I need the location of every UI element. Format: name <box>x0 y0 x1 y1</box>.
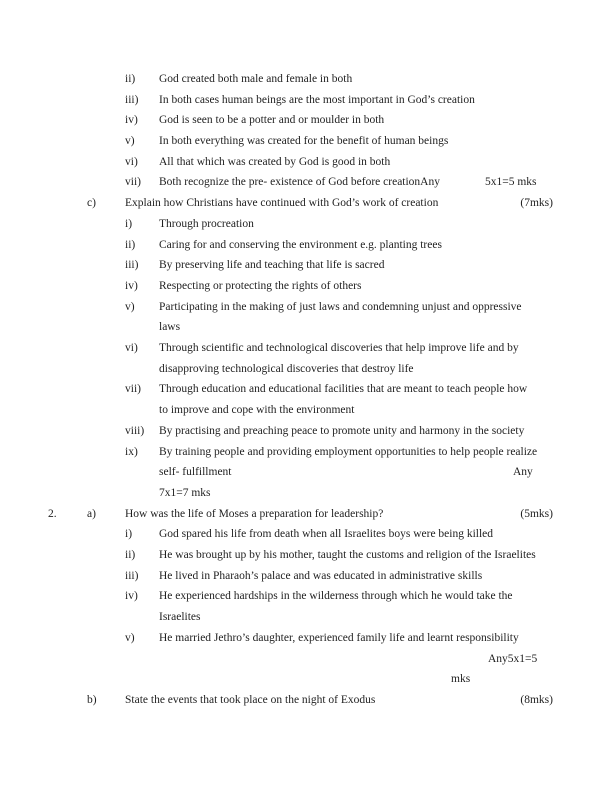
answer-line <box>0 545 612 566</box>
marks-label: (7mks) <box>520 197 553 209</box>
item-text: He was brought up by his mother, taught the customs and religion of the Israelites <box>159 549 536 561</box>
answer-line <box>0 421 612 442</box>
item-text: He married Jethro’s daughter, experienced family life and learnt responsibility <box>159 632 519 644</box>
item-numeral: v) <box>125 301 135 313</box>
marks-tally: Any5x1=5 <box>488 653 538 665</box>
item-numeral: i) <box>125 528 133 540</box>
question-letter: c) <box>87 197 96 209</box>
item-numeral: vi) <box>125 342 138 354</box>
marks-tally: mks <box>451 673 471 685</box>
item-numeral: ii) <box>125 239 136 251</box>
answer-line <box>0 255 612 276</box>
question-letter: a) <box>87 508 96 520</box>
answer-line <box>0 359 612 380</box>
answer-line <box>0 379 612 400</box>
marks-label: (8mks) <box>520 694 553 706</box>
answer-line <box>0 131 612 152</box>
item-numeral: iv) <box>125 590 138 602</box>
answer-line <box>0 628 612 649</box>
question-text: Explain how Christians have continued with God’s work of creation <box>125 197 439 209</box>
question-line <box>0 504 612 525</box>
item-text: He lived in Pharaoh’s palace and was educated in administrative skills <box>159 570 483 582</box>
item-numeral: viii) <box>125 425 145 437</box>
item-text: In both cases human beings are the most important in God’s creation <box>159 94 475 106</box>
answer-line <box>0 566 612 587</box>
answer-line <box>0 338 612 359</box>
answer-line <box>0 586 612 607</box>
answer-line <box>0 442 612 463</box>
continuation-text: Israelites <box>159 611 201 623</box>
answer-line <box>0 462 612 483</box>
question-line <box>0 193 612 214</box>
item-text: He experienced hardships in the wilderness through which he would take the <box>159 590 513 602</box>
item-numeral: v) <box>125 632 135 644</box>
answer-line <box>0 297 612 318</box>
item-text: Through scientific and technological discoveries that help improve life and by <box>159 342 519 354</box>
item-text: Caring for and conserving the environment e.g. planting trees <box>159 239 442 251</box>
answer-line <box>0 172 612 193</box>
item-numeral: iii) <box>125 94 139 106</box>
answer-line <box>0 110 612 131</box>
item-numeral: iv) <box>125 114 138 126</box>
continuation-text: to improve and cope with the environment <box>159 404 355 416</box>
marks-tally: 7x1=7 mks <box>159 487 211 499</box>
item-text: By preserving life and teaching that life is sacred <box>159 259 385 271</box>
answer-line <box>0 69 612 90</box>
answer-line <box>0 400 612 421</box>
item-text: God is seen to be a potter and or moulder in both <box>159 114 385 126</box>
item-text: By practising and preaching peace to promote unity and harmony in the society <box>159 425 525 437</box>
item-numeral: vii) <box>125 383 141 395</box>
any-label: Any <box>513 466 533 478</box>
item-text: Respecting or protecting the rights of others <box>159 280 362 292</box>
answer-line <box>0 649 612 670</box>
item-numeral: vii) <box>125 176 141 188</box>
item-text: God created both male and female in both <box>159 73 353 85</box>
continuation-text: disapproving technological discoveries that destroy life <box>159 363 414 375</box>
item-numeral: iii) <box>125 259 139 271</box>
answer-line <box>0 317 612 338</box>
item-text: Participating in the making of just laws and condemning unjust and oppressive <box>159 301 522 313</box>
answer-line <box>0 235 612 256</box>
item-text: By training people and providing employment opportunities to help people realize <box>159 446 538 458</box>
question-number: 2. <box>48 508 57 520</box>
question-line <box>0 690 612 711</box>
item-numeral: v) <box>125 135 135 147</box>
answer-line <box>0 90 612 111</box>
answer-line <box>0 276 612 297</box>
answer-line <box>0 669 612 690</box>
answer-line <box>0 524 612 545</box>
item-text: Through education and educational facilities that are meant to teach people how <box>159 383 528 395</box>
continuation-text: laws <box>159 321 181 333</box>
item-text: In both everything was created for the benefit of human beings <box>159 135 449 147</box>
item-numeral: vi) <box>125 156 138 168</box>
question-text: State the events that took place on the night of Exodus <box>125 694 376 706</box>
item-numeral: ii) <box>125 549 136 561</box>
item-numeral: iii) <box>125 570 139 582</box>
item-numeral: iv) <box>125 280 138 292</box>
item-text: God spared his life from death when all Israelites boys were being killed <box>159 528 494 540</box>
item-text: Both recognize the pre- existence of God before creationAny <box>159 176 440 188</box>
item-numeral: i) <box>125 218 133 230</box>
answer-line <box>0 483 612 504</box>
marks-tally: 5x1=5 mks <box>485 176 537 188</box>
answer-line <box>0 152 612 173</box>
answer-line <box>0 214 612 235</box>
item-numeral: ii) <box>125 73 136 85</box>
item-numeral: ix) <box>125 446 138 458</box>
answer-line <box>0 607 612 628</box>
question-letter: b) <box>87 694 97 706</box>
question-text: How was the life of Moses a preparation for leadership? <box>125 508 384 520</box>
item-text: Through procreation <box>159 218 254 230</box>
item-text: All that which was created by God is good in both <box>159 156 391 168</box>
marks-label: (5mks) <box>520 508 553 520</box>
continuation-text: self- fulfillment <box>159 466 232 478</box>
